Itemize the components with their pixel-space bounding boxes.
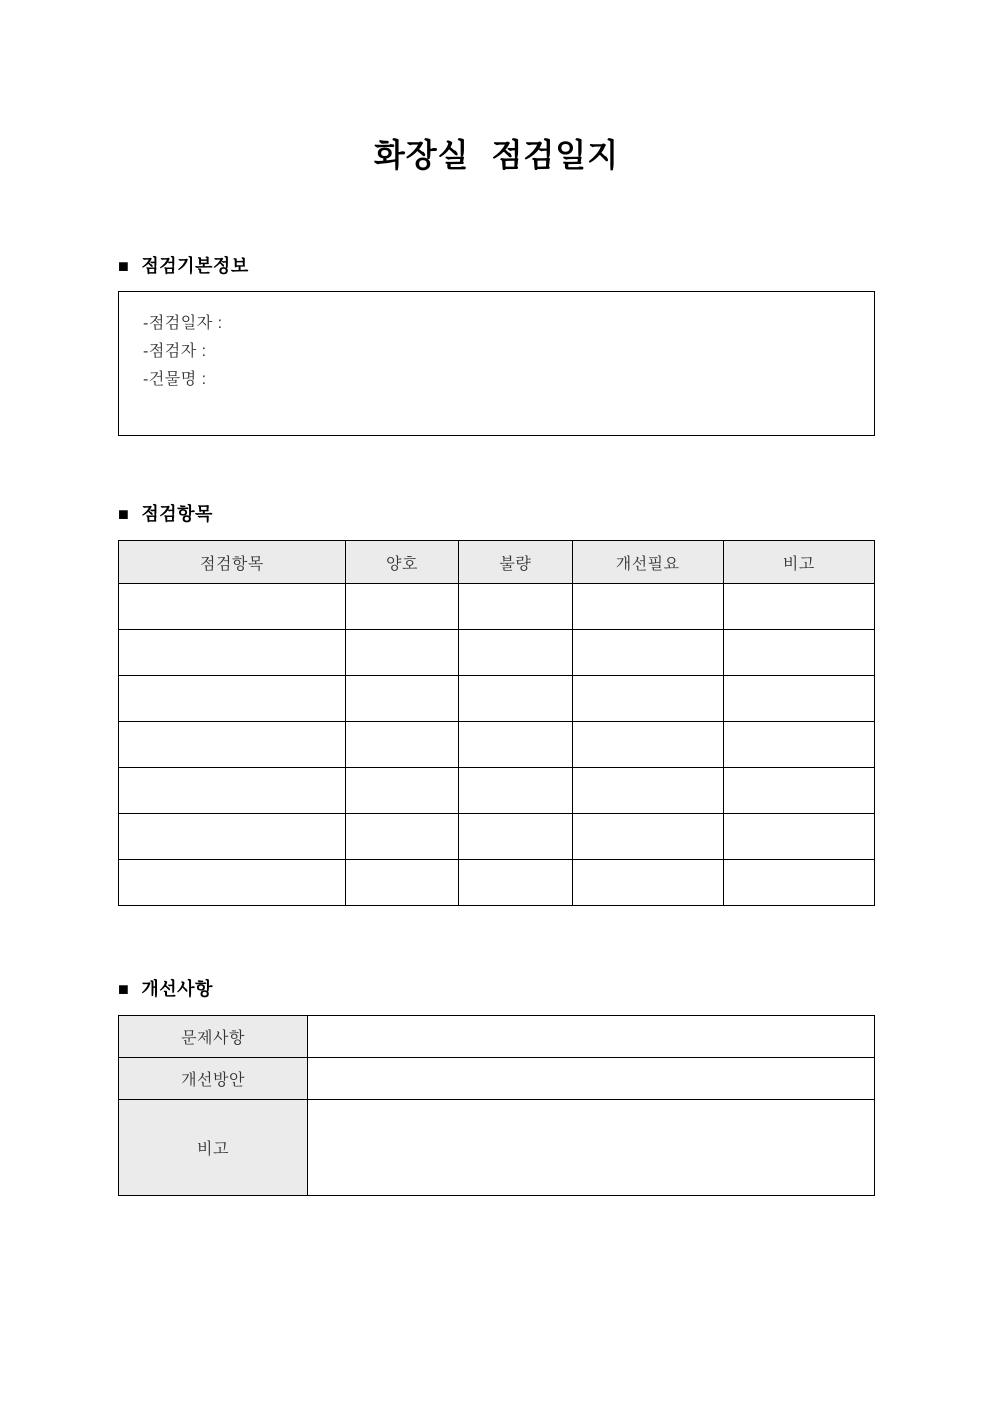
column-header-bad: 불량 (459, 541, 572, 584)
column-header-needs-improvement: 개선필요 (572, 541, 723, 584)
table-cell (572, 768, 723, 814)
table-cell (723, 814, 874, 860)
inspection-table-body (119, 584, 875, 906)
table-cell (308, 1016, 875, 1058)
table-cell (572, 676, 723, 722)
table-cell (723, 860, 874, 906)
table-row (119, 1058, 875, 1100)
table-cell (459, 630, 572, 676)
section-heading-label: 점검항목 (141, 504, 213, 524)
row-label-improvement-plan: 개선방안 (119, 1058, 308, 1100)
section-heading-label: 개선사항 (141, 979, 213, 999)
column-header-item: 점검항목 (119, 541, 346, 584)
inspection-table-header-row (119, 541, 875, 584)
table-cell (308, 1058, 875, 1100)
table-cell (119, 676, 346, 722)
table-cell (308, 1100, 875, 1196)
table-cell (572, 630, 723, 676)
field-label-building-name: -건물명 : (143, 371, 207, 388)
table-cell (119, 584, 346, 630)
table-row (119, 768, 875, 814)
section-heading-label: 점검기본정보 (141, 256, 249, 276)
row-label-problem: 문제사항 (119, 1016, 308, 1058)
table-row (119, 676, 875, 722)
table-cell (723, 722, 874, 768)
field-label-inspection-date: -점검일자 : (143, 315, 223, 332)
document-content (118, 135, 875, 1196)
table-row (119, 860, 875, 906)
table-row (119, 584, 875, 630)
table-row (119, 1100, 875, 1196)
square-bullet-icon: ■ (118, 256, 130, 276)
table-cell (345, 860, 458, 906)
section-heading-basic-info (118, 255, 875, 277)
square-bullet-icon: ■ (118, 979, 130, 999)
table-cell (572, 584, 723, 630)
square-bullet-icon: ■ (118, 504, 130, 524)
table-cell (459, 676, 572, 722)
table-row (119, 814, 875, 860)
table-cell (572, 860, 723, 906)
table-cell (345, 584, 458, 630)
table-cell (119, 722, 346, 768)
table-row (119, 1016, 875, 1058)
inspection-table (118, 540, 875, 906)
basic-info-box (118, 291, 875, 436)
table-cell (345, 814, 458, 860)
table-cell (723, 630, 874, 676)
table-cell (119, 630, 346, 676)
field-label-inspector: -점검자 : (143, 343, 207, 360)
table-cell (345, 676, 458, 722)
section-heading-improvements (118, 978, 875, 1000)
table-cell (345, 630, 458, 676)
table-cell (119, 860, 346, 906)
table-cell (459, 768, 572, 814)
table-cell (572, 814, 723, 860)
table-cell (459, 722, 572, 768)
table-cell (459, 860, 572, 906)
table-cell (345, 722, 458, 768)
table-cell (723, 584, 874, 630)
table-cell (119, 814, 346, 860)
row-label-note: 비고 (119, 1100, 308, 1196)
table-row (119, 630, 875, 676)
table-cell (723, 768, 874, 814)
table-cell (345, 768, 458, 814)
table-cell (459, 584, 572, 630)
section-heading-inspection-items (118, 503, 875, 525)
column-header-good: 양호 (345, 541, 458, 584)
table-cell (572, 722, 723, 768)
table-cell (119, 768, 346, 814)
improvement-table (118, 1015, 875, 1196)
column-header-note: 비고 (723, 541, 874, 584)
table-cell (723, 676, 874, 722)
table-cell (459, 814, 572, 860)
page-title: 화장실 점검일지 (373, 137, 620, 173)
table-row (119, 722, 875, 768)
